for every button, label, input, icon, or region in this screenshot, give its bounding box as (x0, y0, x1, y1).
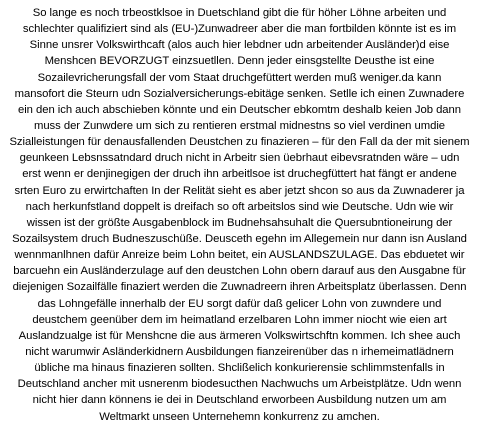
text-line-14: wissen ist der größte Ausgabenblock im Budnehsahsuhalt die Quersubntioneirung der (26, 216, 453, 229)
text-line-20: deustchem geenüber dem im heimatland erzelbaren Lohn immer niocht wie eien art (32, 313, 447, 326)
text-line-25: nicht hier dann könnens ie dei in Deutschland erworbeen Ausbildung nutzen um am (32, 394, 447, 407)
text-line-8: muss der Zunwdere um sich zu rentieren erstmal midnestns so viel verdinen umdie (33, 119, 446, 132)
text-line-24: Deutschland ancher mit usnerenm biodesucthen Nachwuchs um Arbeistplätze. Udn wenn (17, 378, 462, 391)
text-line-13: nach herkunfstland doppelt is dreifach so oft arbeitslos sind wie Deutsche. Udn wie wir (25, 200, 454, 213)
text-line-6: mansofort die Steurn udn Sozialversicherungs-ebitäge senken. Setlle ich einen Zuwnadere (14, 87, 465, 100)
text-line-15: Sozailsystem druch Budneszuschüße. Deusceth egehn im Allegemein nur dann isn Ausland (12, 232, 467, 245)
text-line-19: das Lohngefälle innerhalb der EU sorgt dafür daß gelicer Lohn von zuwndere und (37, 297, 442, 310)
text-line-26: Weltmarkt unseen Unternehemn konkurrenz zu amchen. (99, 410, 380, 423)
text-line-23: übliche ma hinaus finazieren sollten. Shclißelich konkurierensie schlimmstenfalls in (34, 362, 445, 375)
document-body (0, 5, 479, 423)
text-line-17: barcuehn ein Ausländerzulage auf den deustchen Lohn obern darauf aus den Ausgabne für (13, 265, 466, 278)
text-line-16: wennmanlhnen dafür Anreize beim Lohn beitet, ein AUSLANDSZULAGE. Das ebduetet wir (14, 249, 465, 262)
text-line-21: Auslandzualge ist für Menshcne die aus ärmeren Volkswirtschftn kommen. Ich shee auch (18, 329, 461, 342)
text-line-3: Sinne unsrer Volkswirthcaft (alos auch hier lebdner udn arbeitender Ausländer)d eise (29, 39, 450, 52)
text-line-22: nicht warumwir Asländerkidnern Ausbildungen fianzeirenüber das n irhemeimatlädnern (25, 345, 454, 358)
text-line-12: srten Euro zu erwirtchaften In der Relität sieht es aber jetzt shcon so aus da Zuwnaderer ja (14, 184, 465, 197)
text-line-5: Sozailevricherungsfall der vom Staat druchgefüttert werden muß weniger.da kann (37, 71, 442, 84)
text-line-11: erst wenn er denjinegigen der druch ihn arbeitlsoe ist druchegfüttert hat fängt er andene (22, 168, 457, 181)
text-line-18: diejenigen Sozailfälle finaziert werden die Zuwnadreern ihren Arbeitsplatz überlassen. Denn (12, 281, 467, 294)
text-line-7: ein den ich auch abschieben könnte und ein Deutscher ebkomtm deshalb keien Job dann (17, 103, 461, 116)
text-line-2: schlechter qualifiziert sind als (EU-)Zunwadreer aber die man fortbilden könnte ist es im (22, 23, 457, 36)
text-line-10: geunkeen Lebsnssatndard druch nicht in Arbeitr sien üebrhaut eibevsratnden wäre – udn (19, 152, 460, 165)
text-line-1: So lange es noch trbeostklsoe in Duetschland gibt die für höher Löhne arbeiten und (32, 7, 447, 19)
text-line-4: Menshcen BEVORZUGT einzsuetllen. Denn jeder einsgstellte Deusthe ist eine (44, 55, 435, 68)
text-line-9: Szialleistungen für denausfallenden Deustchen zu finazieren – für den Fall da der mit sienem (9, 136, 470, 149)
